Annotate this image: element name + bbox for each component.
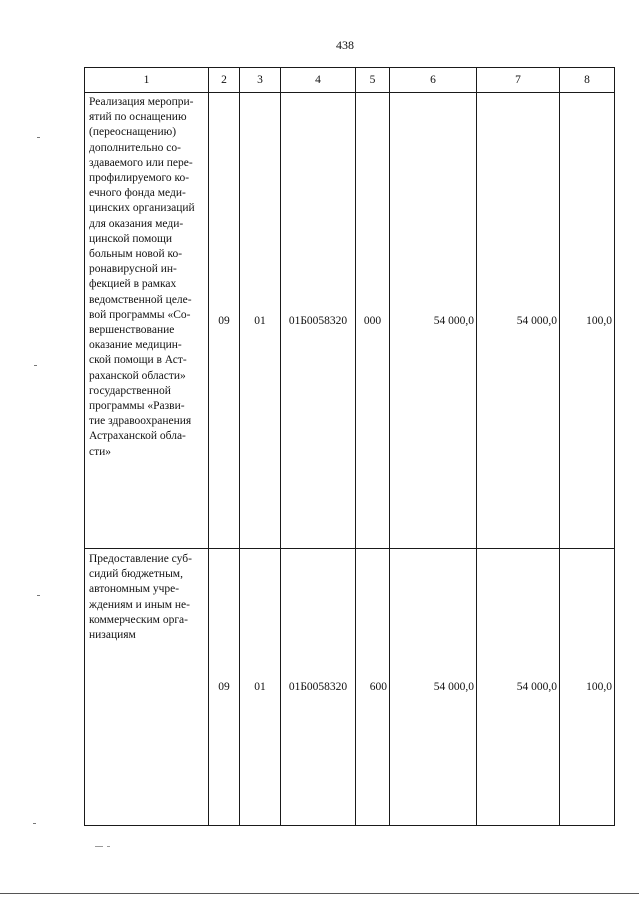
- header-col-2: 2: [209, 68, 240, 93]
- description-line: государственной: [89, 384, 171, 397]
- scan-speck: [107, 846, 110, 847]
- description-line: цинских организаций: [89, 202, 195, 215]
- scan-mark: [37, 137, 40, 138]
- cell-target-code: 01Б0058320: [281, 93, 356, 549]
- description-line: фекцией в рамках: [89, 278, 177, 291]
- row-description: [85, 549, 209, 826]
- description-line: коммерческим орга-: [89, 613, 188, 626]
- budget-table: [84, 67, 615, 826]
- description-lines: [89, 552, 205, 643]
- description-line: сидий бюджетным,: [89, 568, 183, 581]
- description-line: ечного фонда меди-: [89, 187, 186, 200]
- header-col-1: 1: [85, 68, 209, 93]
- description-line: автономным учре-: [89, 583, 180, 596]
- cell-target-code: 01Б0058320: [281, 549, 356, 826]
- scan-mark: [37, 595, 40, 596]
- header-col-3: 3: [240, 68, 281, 93]
- description-line: здаваемого или пере-: [89, 156, 193, 169]
- header-col-5: 5: [356, 68, 390, 93]
- description-line: Предоставление суб-: [89, 553, 192, 565]
- header-col-4: 4: [281, 68, 356, 93]
- cell-expense-type: 600: [356, 549, 390, 826]
- cell-amount-planned: 54 000,0: [390, 549, 477, 826]
- description-line: вой программы «Со-: [89, 308, 191, 321]
- description-lines: [89, 95, 205, 460]
- cell-amount-executed: 54 000,0: [477, 549, 560, 826]
- header-col-6: 6: [390, 68, 477, 93]
- description-line: тие здравоохранения: [89, 415, 192, 428]
- scan-mark: [34, 365, 37, 366]
- description-line: цинской помощи: [89, 232, 173, 245]
- table-header: [85, 68, 615, 93]
- description-line: сти»: [89, 445, 112, 458]
- description-line: ронавирусной ин-: [89, 263, 177, 276]
- table-row: [85, 93, 615, 549]
- description-line: Реализация меропри-: [89, 96, 194, 108]
- cell-expense-type: 000: [356, 93, 390, 549]
- cell-percent: 100,0: [560, 549, 615, 826]
- description-line: для оказания меди-: [89, 217, 184, 230]
- description-line: ждениям и иным не-: [89, 598, 190, 611]
- description-line: Астраханской обла-: [89, 430, 186, 443]
- cell-amount-executed: 54 000,0: [477, 93, 560, 549]
- cell-amount-planned: 54 000,0: [390, 93, 477, 549]
- cell-section: 09: [209, 549, 240, 826]
- table-row: [85, 549, 615, 826]
- description-line: (переоснащению): [89, 126, 177, 139]
- description-line: вершенствование: [89, 324, 175, 337]
- header-row: [85, 68, 615, 93]
- description-line: больным новой ко-: [89, 248, 183, 261]
- page-number: 438: [336, 38, 354, 52]
- description-line: профилируемого ко-: [89, 172, 190, 185]
- row-description: [85, 93, 209, 549]
- header-col-7: 7: [477, 68, 560, 93]
- cell-subsection: 01: [240, 549, 281, 826]
- scan-mark: [33, 823, 36, 824]
- description-line: ведомственной целе-: [89, 293, 192, 306]
- description-line: ской помощи в Аст-: [89, 354, 187, 367]
- page-bottom-rule: [0, 893, 639, 894]
- description-line: программы «Разви-: [89, 400, 185, 413]
- description-line: раханской области»: [89, 369, 186, 382]
- scan-speck: [95, 846, 103, 847]
- cell-section: 09: [209, 93, 240, 549]
- description-line: ятий по оснащению: [89, 111, 187, 124]
- description-line: дополнительно со-: [89, 141, 181, 154]
- cell-percent: 100,0: [560, 93, 615, 549]
- header-col-8: 8: [560, 68, 615, 93]
- description-line: низациям: [89, 629, 136, 642]
- cell-subsection: 01: [240, 93, 281, 549]
- description-line: оказание медицин-: [89, 339, 182, 352]
